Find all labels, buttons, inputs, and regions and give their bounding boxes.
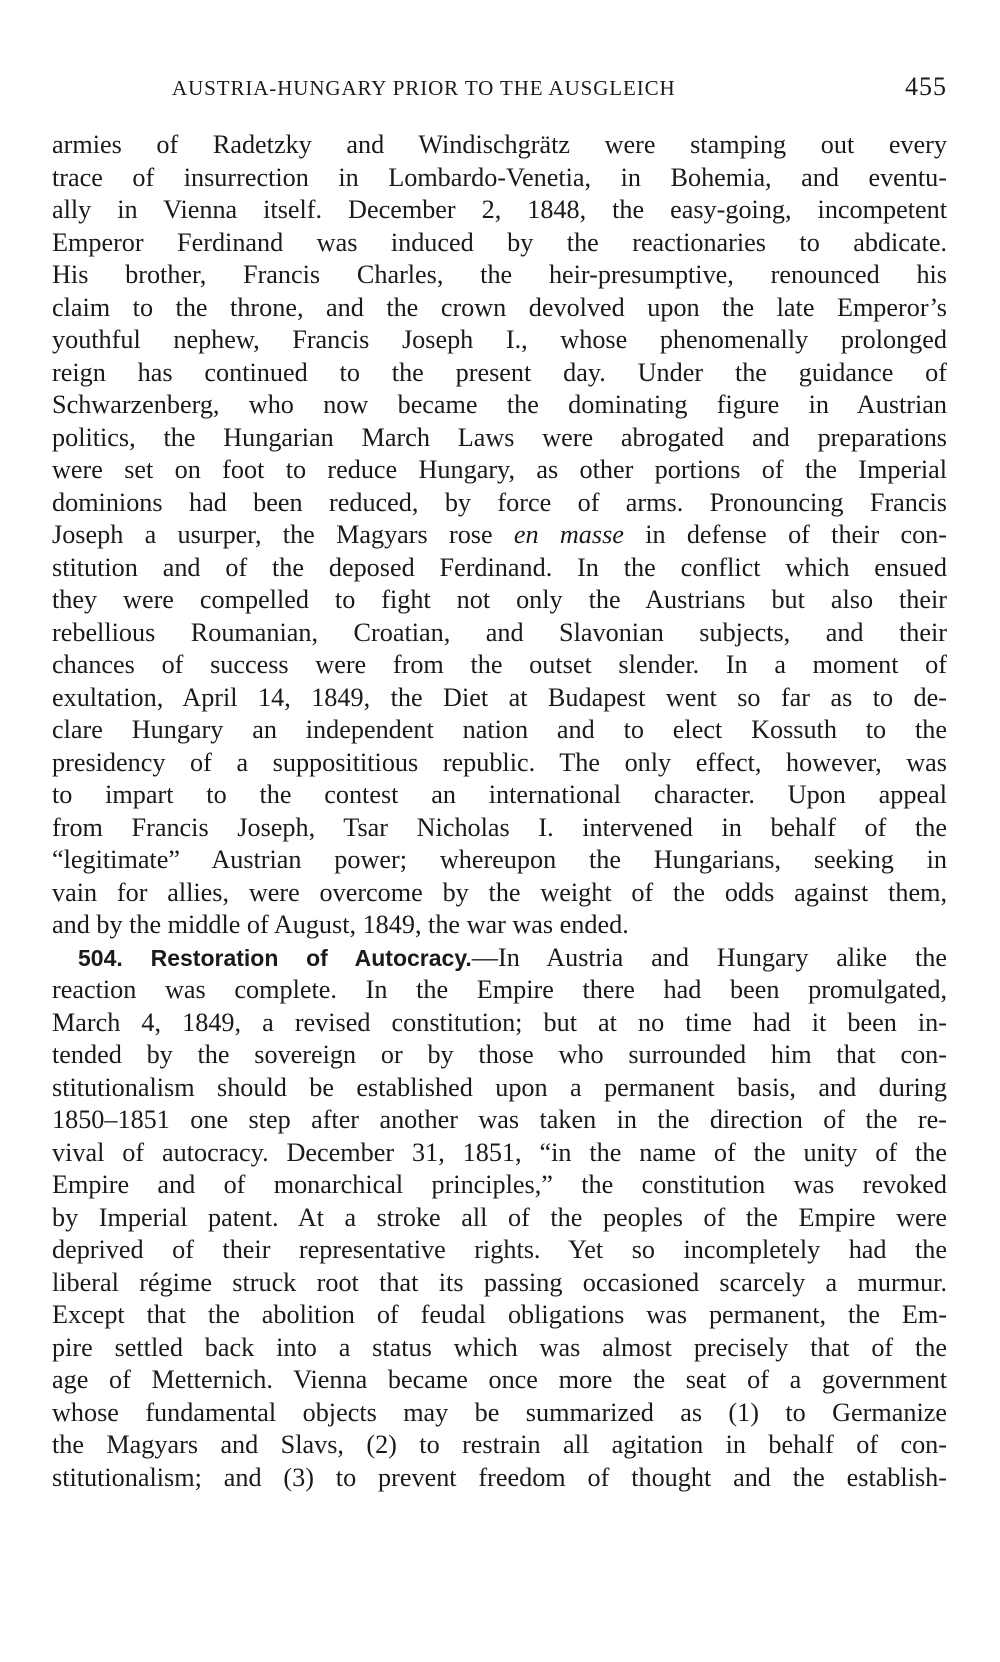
text-line: reign has continued to the present day. Under the guidance of xyxy=(52,357,947,387)
text-line: youthful nephew, Francis Joseph I., whose phenomenally prolonged xyxy=(52,325,947,354)
text-line: stitutionalism should be established upon a permanent basis, and during xyxy=(52,1072,947,1102)
text-line: “legitimate” Austrian power; whereupon the Hungarians, seeking in xyxy=(52,845,947,874)
section-heading-line xyxy=(52,942,947,975)
text-line: reaction was complete. In the Empire there had been promulgated, xyxy=(52,975,947,1004)
italic-phrase: en masse xyxy=(513,520,624,549)
paragraph-last-line: and by the middle of August, 1849, the war was ended. xyxy=(52,910,629,939)
text-line: liberal régime struck root that its passing occasioned scarcely a murmur. xyxy=(52,1267,947,1297)
text-line: 1850–1851 one step after another was taken in the direction of the re- xyxy=(52,1105,947,1134)
text-line: age of Metternich. Vienna became once more the seat of a government xyxy=(52,1365,947,1394)
text-line: Schwarzenberg, who now became the dominating figure in Austrian xyxy=(52,390,947,419)
text-line: vival of autocracy. December 31, 1851, “in the name of the unity of the xyxy=(52,1137,947,1167)
text-line: His brother, Francis Charles, the heir-presumptive, renounced his xyxy=(52,260,947,289)
text-line: pire settled back into a status which was almost precisely that of the xyxy=(52,1332,947,1362)
text-line: the Magyars and Slavs, (2) to restrain all agitation in behalf of con- xyxy=(52,1430,947,1459)
text-line: exultation, April 14, 1849, the Diet at Budapest went so far as to de- xyxy=(52,682,947,712)
text-line: they were compelled to fight not only the Austrians but also their xyxy=(52,585,947,614)
text-line: Emperor Ferdinand was induced by the reactionaries to abdicate. xyxy=(52,227,947,257)
text-line: by Imperial patent. At a stroke all of the peoples of the Empire were xyxy=(52,1202,947,1232)
text-line: stitutionalism; and (3) to prevent freedom of thought and the establish- xyxy=(52,1462,947,1492)
section-title: Restoration of Autocracy. xyxy=(150,944,472,971)
text-line: rebellious Roumanian, Croatian, and Slavonian subjects, and their xyxy=(52,617,947,647)
text-line: stitution and of the deposed Ferdinand. In the conflict which ensued xyxy=(52,552,947,582)
text-line: chances of success were from the outset slender. In a moment of xyxy=(52,650,947,679)
text-line: trace of insurrection in Lombardo-Venetia, in Bohemia, and eventu- xyxy=(52,162,947,192)
text-line: claim to the throne, and the crown devolved upon the late Emperor’s xyxy=(52,292,947,322)
text-line: deprived of their representative rights. Yet so incompletely had the xyxy=(52,1235,947,1264)
text-line-with-italic xyxy=(52,519,947,552)
text-line: vain for allies, were overcome by the weight of the odds against them, xyxy=(52,877,947,907)
running-title: AUSTRIA-HUNGARY PRIOR TO THE AUSGLEICH xyxy=(172,76,676,100)
text-line: to impart to the contest an international character. Upon appeal xyxy=(52,780,947,809)
text-line: ally in Vienna itself. December 2, 1848, the easy-going, incompetent xyxy=(52,195,947,224)
text-line: Empire and of monarchical principles,” the constitution was revoked xyxy=(52,1170,947,1199)
text-line: March 4, 1849, a revised constitution; but at no time had it been in- xyxy=(52,1007,947,1037)
section-number: 504. xyxy=(78,944,123,971)
text-line: politics, the Hungarian March Laws were abrogated and preparations xyxy=(52,422,947,452)
running-header xyxy=(52,72,947,106)
text-segment: in defense of their con- xyxy=(623,520,947,549)
text-line: presidency of a supposititious republic. The only effect, however, was xyxy=(52,747,947,777)
text-line: armies of Radetzky and Windischgrätz were stamping out every xyxy=(52,130,947,159)
text-segment: Joseph a usurper, the Magyars rose xyxy=(52,520,514,549)
text-segment: —In Austria and Hungary alike the xyxy=(471,942,947,972)
text-line: Except that the abolition of feudal obligations was permanent, the Em- xyxy=(52,1300,947,1329)
page-number: 455 xyxy=(905,72,947,101)
body-text xyxy=(52,129,947,1494)
text-line: were set on foot to reduce Hungary, as other portions of the Imperial xyxy=(52,455,947,484)
text-line: from Francis Joseph, Tsar Nicholas I. intervened in behalf of the xyxy=(52,812,947,842)
text-line: tended by the sovereign or by those who surrounded him that con- xyxy=(52,1040,947,1069)
text-line: dominions had been reduced, by force of arms. Pronouncing Francis xyxy=(52,487,947,517)
text-line: whose fundamental objects may be summarized as (1) to Germanize xyxy=(52,1397,947,1427)
text-line: clare Hungary an independent nation and to elect Kossuth to the xyxy=(52,715,947,744)
